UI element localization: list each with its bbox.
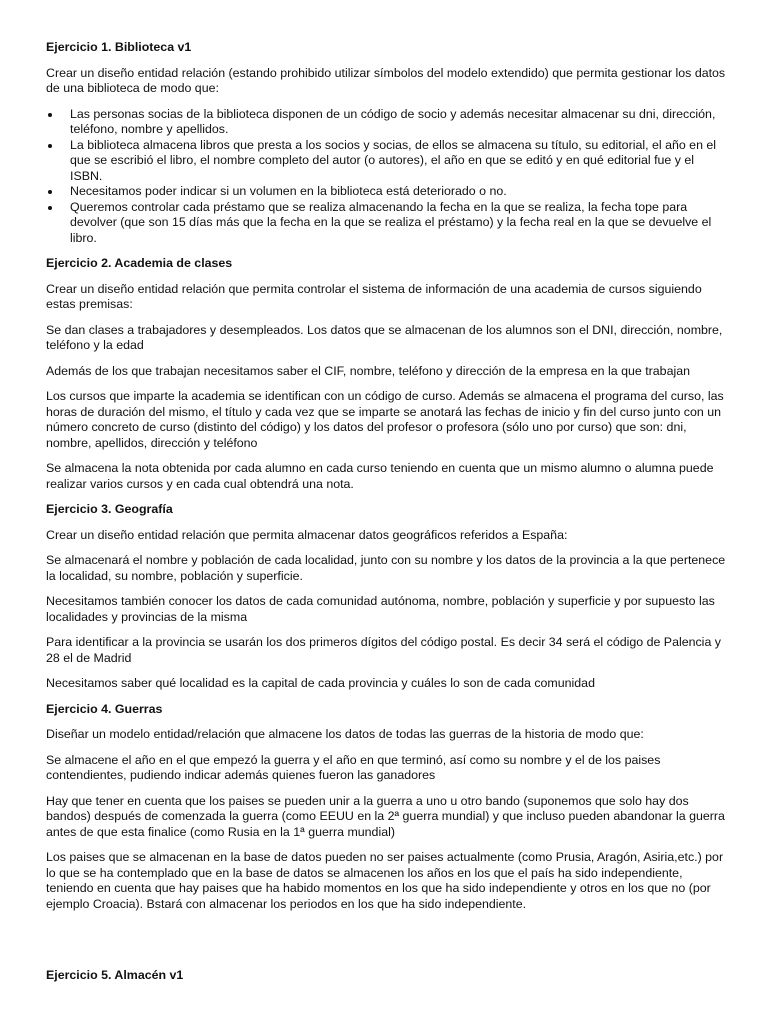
paragraph: Para identificar a la provincia se usarán los dos primeros dígitos del código postal. Es decir 34 será el código de Palencia y 28 el de Madrid [46,635,721,665]
bullet-list [46,107,728,247]
list-item: Las personas socias de la biblioteca disponen de un código de socio y además necesitar almacenar su dni, dirección, teléfono, nombre y apellidos. [46,107,728,138]
section-ejercicio-3 [46,502,728,692]
paragraph: Diseñar un modelo entidad/relación que almacene los datos de todas las guerras de la historia de modo que: [46,727,644,741]
section-title: Ejercicio 1. Biblioteca v1 [46,40,192,54]
section-title: Ejercicio 3. Geografía [46,502,173,516]
list-item: Queremos controlar cada préstamo que se realiza almacenando la fecha en la que se realiza, la fecha tope para devolver (que son 15 días más que la fecha en la que se realiza el préstamo) y la fecha real en la que se devuelve el libro. [46,200,728,247]
section-title: Ejercicio 2. Academia de clases [46,256,233,270]
paragraph: Los paises que se almacenan en la base de datos pueden no ser paises actualmente (como Prusia, Aragón, Asiria,etc.) por lo que se ha contemplado que en la base de datos se almacenen los años en los que el país ha sido independiente, teniendo en cuenta que hay paises que ha habido momentos en los que ha sido independiente y otros en los que no (por ejemplo Croacia). Bstará con almacenar los periodos en los que ha sido independiente. [46,850,724,911]
list-item: Necesitamos poder indicar si un volumen en la biblioteca está deteriorado o no. [46,184,728,200]
section-ejercicio-1 [46,40,728,246]
paragraph: Además de los que trabajan necesitamos saber el CIF, nombre, teléfono y dirección de la empresa en la que trabajan [46,363,690,378]
section-ejercicio-4 [46,702,728,913]
paragraph: Necesitamos saber qué localidad es la capital de cada provincia y cuáles lo son de cada comunidad [46,676,595,690]
paragraph: Se dan clases a trabajadores y desempleados. Los datos que se almacenan de los alumnos son el DNI, dirección, nombre, teléfono y la edad [46,322,723,352]
paragraph: Los cursos que imparte la academia se identifican con un código de curso. Además se almacena el programa del curso, las horas de duración del mismo, el título y cada vez que se imparte se anotará las fechas de inicio y fin del curso junto con un número concreto de curso (distinto del código) y los datos del profesor o profesora (sólo uno por curso) que son: dni, nombre, apellidos, dirección y teléfono [46,389,724,450]
list-item: La biblioteca almacena libros que presta a los socios y socias, de ellos se almacena su título, su editorial, el año en el que se escribió el libro, el nombre completo del autor (o autores), el año en que se editó y en qué editorial fue y el ISBN. [46,138,728,185]
paragraph: Se almacenará el nombre y población de cada localidad, junto con su nombre y los datos de la provincia a la que pertenece la localidad, su nombre, población y superficie. [46,553,726,583]
section-ejercicio-5 [46,968,728,984]
section-title: Ejercicio 4. Guerras [46,701,163,716]
paragraph: Crear un diseño entidad relación que permita controlar el sistema de información de una academia de cursos siguiendo estas premisas: [46,281,702,311]
paragraph: Crear un diseño entidad relación que permita almacenar datos geográficos referidos a España: [46,527,568,542]
paragraph: Se almacena la nota obtenida por cada alumno en cada curso teniendo en cuenta que un mismo alumno o alumna puede realizar varios cursos y en cada cual obtendrá una nota. [46,461,714,491]
section-title: Ejercicio 5. Almacén v1 [46,968,184,982]
spacer [46,922,728,968]
section-intro: Crear un diseño entidad relación (estando prohibido utilizar símbolos del modelo extendido) que permita gestionar los datos de una biblioteca de modo que: [46,65,726,95]
paragraph: Hay que tener en cuenta que los paises se pueden unir a la guerra a uno u otro bando (suponemos que solo hay dos bandos) después de comenzada la guerra (como EEUU en la 2ª guerra mundial) y que incluso pueden abandonar la guerra antes de que esta finalice (como Rusia en la 1ª guerra mundial) [46,793,725,839]
paragraph: Necesitamos también conocer los datos de cada comunidad autónoma, nombre, población y superficie y por supuesto las localidades y provincias de la misma [46,594,715,624]
paragraph: Se almacene el año en el que empezó la guerra y el año en que terminó, así como su nombre y el de los paises contendientes, pudiendo indicar además quienes fueron las ganadores [46,752,661,782]
section-ejercicio-2 [46,256,728,492]
